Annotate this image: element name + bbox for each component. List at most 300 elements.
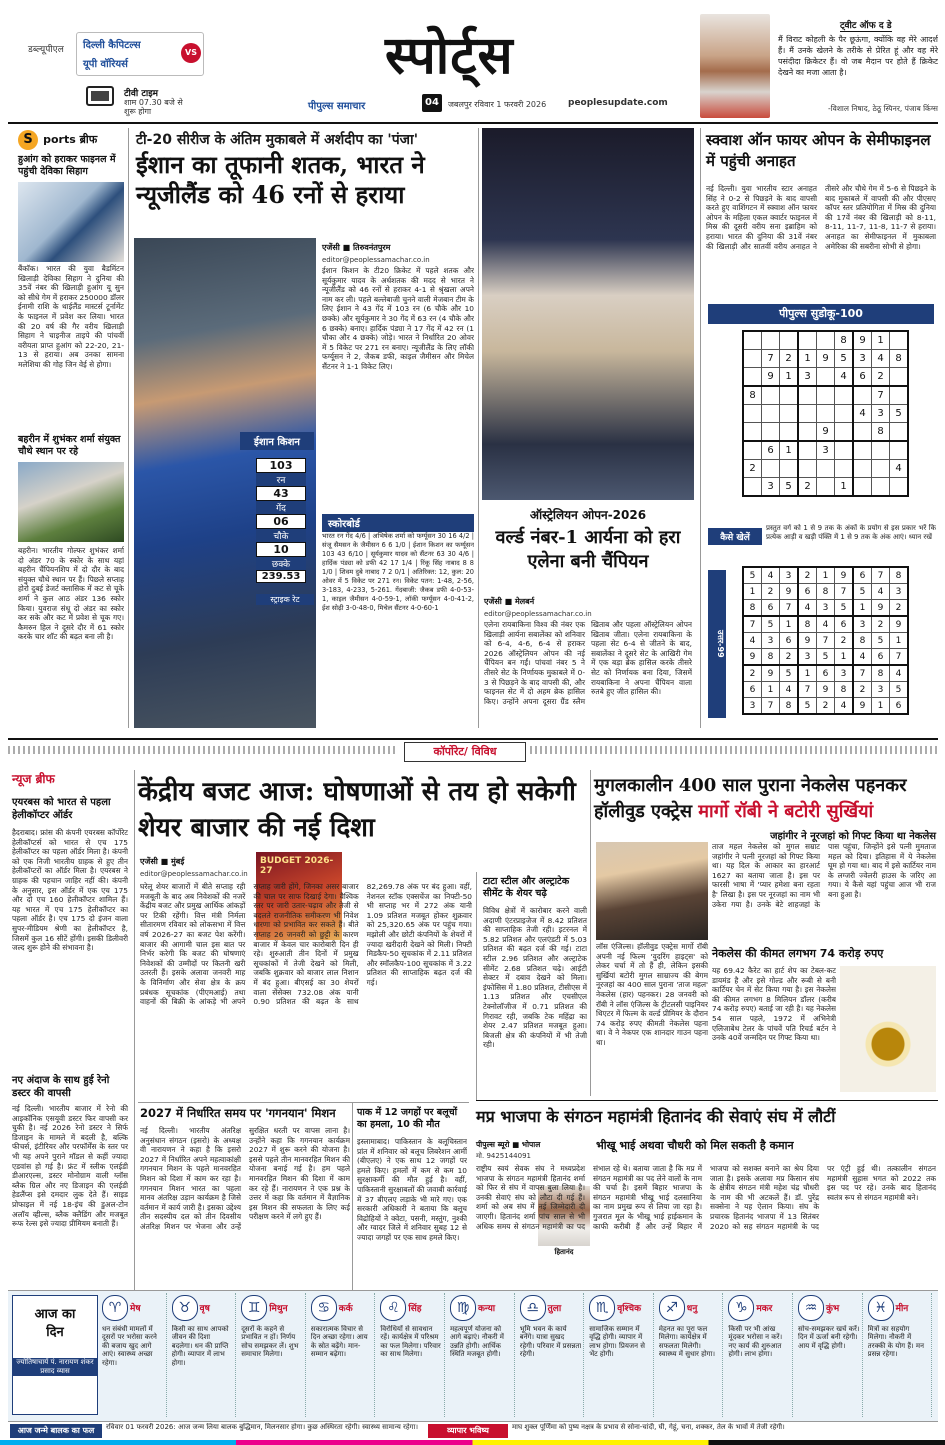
zodiac-text: दूसरों के कहने से प्रभावित न हों। निर्णय सोच समझकर लें। शुभ समाचार मिलेगा। [241, 1325, 299, 1359]
sports-brief [12, 128, 124, 728]
sudoku-answer-cell: 3 [762, 633, 780, 649]
zodiac-glyph-icon: ♑ [728, 1295, 754, 1321]
sudoku-cell [890, 386, 909, 405]
sudoku-row [743, 405, 908, 423]
section-ornament [8, 746, 398, 754]
sudoku-answer-row [743, 567, 908, 584]
sudoku-cell [817, 460, 835, 478]
horoscope-signs [100, 1293, 936, 1419]
sudoku-answer-cell: 3 [780, 567, 799, 584]
brief-s-badge: S [18, 130, 38, 150]
sudoku-answer-cell: 8 [798, 616, 817, 633]
zodiac-sign [309, 1293, 376, 1417]
section-label: कॉर्पोरेट/ विविध [404, 742, 526, 762]
sudoku-cell [853, 478, 872, 497]
margot-body-1: लॉस एंजिल्स। हॉलीवुड एक्ट्रेस मार्गो रॉबी अपनी नई फिल्म 'वुदरिंग हाइट्स' को लेकर चर्चा में तो हैं ही, लेकिन इसकी सुर्खियां बटोरी मुगल साम्राज्य की बेगम नूरजहां का 400 साल पुराना 'ताज महल' नेकलेस (हार) पहनकर। 28 जनवरी को रॉबी ने लॉस एंजिल्स के ट्रीटलसी पाइनियर थिएटर में फिल्म के वर्ल्ड प्रीमियर के दौरान 74 करोड़ रुपए कीमती नेकलेस पहना था। वे ने नेकपर एक शानदार गाउन पहना था। [596, 942, 708, 1047]
team1-name: दिल्ली कैपिटल्स [83, 40, 141, 51]
sudoku-cell: 4 [853, 405, 872, 423]
zodiac-name: मेष [130, 1304, 141, 1314]
gaganyaan-body: नई दिल्ली। भारतीय अंतरिक्ष अनुसंधान संगठन (इसरो) के अध्यक्ष वी नारायणन ने कहा है कि इसरो 2027 में निर्धारित अपने महत्वाकांक्षी गगनयान मिशन के पहले मानवरहित मिशन को दिशा में काम कर रहा है। गगनयान मिशन भारत का पहला मानव अंतरिक्ष उड़ान कार्यक्रम है जिसे वर्तमान में कार्य जारी है। इसका उद्देश्य तीन सदस्यीय दल को तीन दिवसीय अंतरिक्ष मिशन पर भेजना और उन्हें सुरक्षित धरती पर वापस लाना है। उन्होंने कहा कि गगनयान कार्यक्रम 2027 में शुरू करने की योजना है। इससे पहले तीन मानवरहित मिशन की योजना बनाई गई है। हम पहले मानवरहित मिशन की दिशा में काम कर रहे हैं। नारायणन ने एक प्रश्न के उत्तर में कहा कि वर्तमान में वैज्ञानिक इस मिशन की सफलता के लिए कई परीक्षण करने में लगे हुए हैं। [140, 1126, 350, 1231]
budget-byline: एजेंसी ■ मुंबई [140, 857, 185, 866]
sudoku-cell: 4 [872, 350, 890, 368]
sudoku-answer-cell: 1 [762, 682, 780, 698]
zodiac-name: कन्या [478, 1304, 496, 1314]
page-number: 04 [422, 94, 442, 112]
sudoku-answer-cell: 8 [780, 698, 799, 715]
sudoku-answer-cell: 5 [890, 682, 909, 698]
zodiac-sign [448, 1293, 515, 1417]
necklace-photo [840, 966, 936, 1092]
sudoku-answer-cell: 5 [835, 600, 854, 617]
sudoku-cell [835, 386, 854, 405]
sudoku-cell [798, 386, 817, 405]
sudoku-cell: 6 [853, 368, 872, 387]
sudoku-cell [743, 350, 762, 368]
stat-balls: 43 [256, 486, 306, 501]
sudoku-answer-cell: 4 [890, 665, 909, 682]
sudoku-cell: 9 [853, 331, 872, 350]
zodiac-glyph-icon: ♍ [450, 1295, 476, 1321]
sudoku-row [743, 350, 908, 368]
sudoku-answer-cell: 5 [798, 698, 817, 715]
zodiac-sign [866, 1293, 933, 1417]
margot-price-body: यह 69.42 कैरेट का हार्ट शेप का टेबल-कट डायमंड है और इसे गोल्ड और रूबी से बनी कार्टियर चेन में सेट किया गया है। इस नेकलेस की कीमत लगभग 8 मिलियन डॉलर (करीब 74 करोड़ रुपए) बताई जा रही है। यह नेकलेस 54 साल पहले, 1972 में अभिनेत्री एलिजाबेथ टेलर के पांचवें पति रिचर्ड बर्टन ने उनके 40वें जन्मदिन पर गिफ्ट किया था। [712, 966, 836, 1043]
sudoku-cell: 3 [817, 441, 835, 460]
sudoku-answer-cell: 9 [762, 665, 780, 682]
sudoku-answer-cell: 5 [780, 665, 799, 682]
tennis-caption: ऑस्ट्रेलियन ओपन-2026 [529, 508, 647, 522]
sudoku-answer-cell: 7 [890, 649, 909, 666]
astrologer-name: ज्योतिषाचार्य पं. नारायण शंकर प्रसाद व्यास [13, 1358, 97, 1376]
gaganyaan-rule [138, 1102, 352, 1103]
sudoku-answer-cell: 3 [890, 584, 909, 600]
news-brief-label: न्यूज ब्रीफ [12, 772, 55, 786]
sudoku-answer-cell: 4 [835, 698, 854, 715]
sudoku-cell [872, 441, 890, 460]
sudoku-answer-cell: 1 [835, 649, 854, 666]
sudoku-answer-row [743, 665, 908, 682]
birthday-text: रविवार 01 फरवरी 2026: आज जन्म लिया बालक बुद्धिमान, मिलनसार होगा। कुछ अस्थिरता रहेगी। स्वास्थ्य सामान्य रहेगा। [106, 1423, 419, 1431]
margot-headline-2 [594, 800, 938, 824]
sudoku-cell [780, 405, 799, 423]
sudoku-cell [762, 423, 780, 442]
team2-name: यूपी वॉरियर्स [83, 59, 128, 70]
sudoku-answer-cell: 4 [853, 649, 872, 666]
business-text: माघ शुक्ल पूर्णिमा को पुष्य नक्षत्र के प्रभाव से सोना-चांदी, घी, गेहूं, चना, शक्कर, तेल के भावों में तेजी रहेगी। [512, 1423, 785, 1431]
brief-logo-text: ports ब्रीफ [43, 133, 98, 146]
col-divider-4 [134, 770, 135, 1380]
horoscope-label-top: आज का [34, 1307, 76, 1322]
sudoku-answer-cell: 7 [743, 616, 762, 633]
zodiac-glyph-icon: ♉ [172, 1295, 198, 1321]
sudoku-cell: 9 [817, 350, 835, 368]
footer [8, 1422, 938, 1440]
sudoku-cell [853, 460, 872, 478]
sudoku-answer-cell: 2 [890, 600, 909, 617]
sudoku-cell [835, 405, 854, 423]
zodiac-sign [657, 1293, 724, 1417]
scoreboard-label: स्कोरबोर्ड [322, 514, 474, 532]
zodiac-glyph-icon: ♋ [311, 1295, 337, 1321]
sudoku-answer-cell: 6 [798, 584, 817, 600]
sudoku-answer-cell: 6 [853, 567, 872, 584]
cricket-headline: ईशान का तूफानी शतक, भारत ने न्यूजीलैंड को 46 रनों से हराया [136, 150, 425, 209]
stat-sixes-label: छक्के [256, 557, 306, 570]
sudoku-cell [780, 423, 799, 442]
stat-sixes: 10 [256, 542, 306, 557]
col-divider-2 [478, 128, 479, 728]
zodiac-text: मेहनत का पूरा फल मिलेगा। कार्यक्षेत्र में सफलता मिलेगी। स्वास्थ्य में सुधार होगा। [658, 1325, 716, 1359]
squash-body: नई दिल्ली। युवा भारतीय स्टार अनाहत सिंह ने 0-2 से पिछड़ने के बाद वापसी करते हुए वाशिंगटन में स्क्वाश ऑन फायर ओपन के महिला एकल क्वार्टर फाइनल में मिस्र की दूसरी वरीय सना इब्राहिम को हराया। भारत की दुनिया की 31वें नंबर की खिलाड़ी और सातवीं वरीय अनाहत ने तीसरे और चौथे गेम में 5-6 से पिछड़ने के बाद मुकाबले में वापसी की और पीएसए कॉपर स्तर प्रतियोगिता में मिस्र की दुनिया की 17वें नंबर की खिलाड़ी को 8-11, 8-11, 11-7, 11-8, 11-7 से हराया। अनाहत का सेमीफाइनल में मुकाबला अमेरिका की सबरीना सोभी से होगा। [706, 184, 936, 251]
paper-name: पीपुल्स समाचार [308, 101, 366, 112]
sudoku-answer-cell: 2 [835, 633, 854, 649]
sudoku-cell [853, 441, 872, 460]
sudoku-answer-row [743, 616, 908, 633]
zodiac-name: वृष [199, 1304, 210, 1314]
sudoku-answer-cell: 2 [762, 584, 780, 600]
horoscope-label-bottom: दिन [46, 1325, 64, 1340]
sudoku-answer-row [743, 633, 908, 649]
sudoku-answer-cell: 7 [762, 698, 780, 715]
sudoku-cell: 8 [743, 386, 762, 405]
sudoku-cell: 3 [798, 368, 817, 387]
margot-headline-2b: मार्गो रॉबी ने बटोरी सुर्खियां [698, 801, 874, 822]
vs-badge: VS [181, 43, 201, 63]
zodiac-name: तुला [547, 1304, 562, 1314]
sudoku-answer-cell: 1 [853, 600, 872, 617]
zodiac-name: मिथुन [269, 1304, 288, 1314]
zodiac-text: सकारात्मक विचार से दिन अच्छा रहेगा। आय के स्रोत बढ़ेंगे। मान-सम्मान बढ़ेगा। [310, 1325, 368, 1359]
bjp-sub: भीखू भाई अथवा चौधरी को मिल सकती है कमान [596, 1139, 794, 1152]
sudoku-cell: 5 [890, 405, 909, 423]
sudoku-answer-cell: 1 [817, 567, 835, 584]
sudoku-answer-cell: 9 [853, 698, 872, 715]
sudoku-answer-cell: 6 [743, 682, 762, 698]
sudoku-answer-cell: 9 [798, 633, 817, 649]
stat-strike-rate: 239.53 [256, 570, 306, 583]
sudoku-row [743, 368, 908, 387]
sudoku-cell: 2 [798, 478, 817, 497]
sudoku-cell [817, 478, 835, 497]
tv-time-value: शाम 07.30 बजे से शुरू होगा [124, 98, 183, 116]
sudoku-answer-cell: 2 [817, 698, 835, 715]
sudoku-answer-cell: 7 [798, 682, 817, 698]
sudoku-answer-cell: 6 [872, 649, 890, 666]
sudoku-cell [743, 441, 762, 460]
sudoku-cell [817, 386, 835, 405]
sudoku-answer-cell: 4 [762, 567, 780, 584]
sudoku-cell [798, 331, 817, 350]
sudoku-answer-cell: 7 [853, 665, 872, 682]
sudoku-cell: 8 [890, 350, 909, 368]
sudoku-answer-cell: 1 [780, 616, 799, 633]
sudoku-answer-cell: 7 [835, 584, 854, 600]
how-to-play-text: प्रस्तुत वर्ग को 1 से 9 तक के अंकों के प्रयोग से इस प्रकार भरें कि प्रत्येक आड़ी व खड़ी पंक्ति में 1 से 9 तक के अंक आएं। ध्यान रखें [766, 524, 936, 541]
sudoku-cell: 3 [762, 478, 780, 497]
zodiac-name: कर्क [338, 1304, 353, 1314]
sudoku-answer-cell: 2 [743, 665, 762, 682]
zodiac-sign [239, 1293, 306, 1417]
hitanand-caption: हितानंद [554, 1248, 574, 1256]
tata-body: विविध क्षेत्रों में कारोबार करने वाली अदाणी एंटरप्राइजेज में 8.42 प्रतिशत की साप्ताहिक तेजी रही। इटरनल में 5.82 प्रतिशत और एलएंडटी में 5.03 प्रतिशत की बढ़त दर्ज की गई। टाटा स्टील 2.96 प्रतिशत और अल्ट्राटेक सीमेंट 2.68 प्रतिशत चढ़े। आईटी सेक्टर में दबाव देखने को मिला। इंफोसिस में 1.80 प्रतिशत, टीसीएस में 1.13 प्रतिशत और एचसीएल टेक्नोलॉजीज में 0.71 प्रतिशत की गिरावट रही, जबकि टेक महिंद्रा का शेयर 2.47 प्रतिशत मजबूत हुआ। बिजली क्षेत्र की कंपनियों में भी तेजी रही। [483, 906, 587, 1050]
sudoku-cell [762, 386, 780, 405]
sudoku-answer-cell: 8 [762, 649, 780, 666]
sudoku-answer-cell: 3 [835, 665, 854, 682]
birthday-label: आज जन्मे बालक का फल [10, 1424, 102, 1438]
zodiac-sign [726, 1293, 793, 1417]
sudoku-answer-cell: 8 [835, 682, 854, 698]
sudoku-cell: 7 [762, 350, 780, 368]
sudoku-answer-cell: 1 [872, 698, 890, 715]
sudoku-answer-cell: 4 [743, 633, 762, 649]
zodiac-glyph-icon: ♈ [102, 1295, 128, 1321]
golf-photo [18, 462, 124, 542]
dateline: जबलपुर रविवार 1 फरवरी 2026 [448, 100, 547, 109]
zodiac-glyph-icon: ♌ [380, 1295, 406, 1321]
sudoku-answer-cell: 8 [743, 600, 762, 617]
sudoku-answer-row [743, 649, 908, 666]
sudoku-answer-cell: 4 [817, 616, 835, 633]
sudoku-answer-cell: 5 [853, 584, 872, 600]
sudoku-answer-cell: 4 [872, 584, 890, 600]
pak-headline: पाक में 12 जगहों पर बलूचों का हमला, 10 की मौत [357, 1107, 458, 1130]
sudoku-answer-cell: 6 [762, 600, 780, 617]
sudoku-answer-cell: 3 [798, 649, 817, 666]
website: peoplesupdate.com [568, 98, 668, 108]
sudoku-cell [853, 386, 872, 405]
col-divider-3 [700, 128, 701, 728]
sudoku-answer-cell: 5 [872, 633, 890, 649]
stat-runs: 103 [256, 458, 306, 473]
sudoku-cell [890, 331, 909, 350]
sudoku-row [743, 460, 908, 478]
masthead [0, 0, 945, 122]
sudoku-answer-cell: 3 [853, 616, 872, 633]
zodiac-sign [100, 1293, 167, 1417]
bjp-mobile: मो. 9425144091 [476, 1152, 531, 1160]
sudoku-cell [817, 331, 835, 350]
sudoku-cell: 4 [890, 460, 909, 478]
scoreboard-body: भारत रन गेंद 4/6 | अभिषेक शर्मा को फर्ग्यूसन 30 16 4/2 | संजू सैमसन के जैमीसन 6 6 1/0 | ईशान किशन का फर्ग्यूसन 103 43 6/10 | सूर्यकुमार यादव को सैंटनर 63 30 4/6 | हार्दिक पंड्या को डफी 42 17 1/4 | रिंकू सिंह नाबाद 8 8 1/0 | शिवम दुबे नाबाद 7 2 0/1 | अतिरिक्त: 12, कुल: 20 ओवर में 5 विकेट पर 271 रन। विकेट पतन: 1-48, 2-56, 3-183, 4-233, 5-261. गेंदबाजी: जैकब डफी 4-0-53-1, काइल जैमीसन 4-0-59-1, लॉकी फर्ग्यूसन 4-0-41-2, ईश सोढ़ी 3-0-48-0, मिचेल सैंटनर 4-0-60-1 [322, 532, 474, 612]
sudoku-cell [743, 478, 762, 497]
sudoku-cell [890, 478, 909, 497]
sudoku-answer-cell: 5 [743, 567, 762, 584]
sudoku-cell [762, 405, 780, 423]
print-color-bar [0, 1440, 945, 1445]
sudoku-answer-cell: 4 [798, 600, 817, 617]
sudoku-cell [817, 405, 835, 423]
section-bar [8, 738, 938, 762]
sudoku-answer-cell: 1 [743, 584, 762, 600]
sudoku-answer-cell: 9 [835, 567, 854, 584]
sudoku-cell: 2 [780, 350, 799, 368]
sudoku-cell [835, 460, 854, 478]
sudoku-cell: 3 [872, 405, 890, 423]
tweet-author-photo [700, 14, 770, 118]
zodiac-glyph-icon: ♎ [520, 1295, 546, 1321]
margot-body-2: ताज महल नेकलेस को मुगल सम्राट जहांगीर ने पत्नी नूरजहां को गिफ्ट किया था। यह दिल के आकार का हारआर्ट 1627 का बताया जाता है। इस पर फारसी भाषा में 'प्यार हमेशा बना रहता है' लिखा है। इस पर नूरजहां का नाम भी उकेरा गया है। उनके बेटे शाहजहां के पास पहुंचा, जिन्होंने इसे पत्नी मुमताज महल को दिया। इतिहास में ये नेकलेस घूम हो गया था। बाद में इसे कार्टियर नाम के लग्जरी ज्वेलरी हाउस के जरिए आ गया। ये कैसे यहां पहुंचा आज भी राज बना हुआ है। [712, 842, 936, 909]
sudoku-cell [743, 405, 762, 423]
sudoku-cell: 2 [872, 368, 890, 387]
sudoku-answer-cell: 1 [798, 665, 817, 682]
tweet-label: ट्वीट ऑफ द डे [840, 18, 892, 32]
sudoku-cell [798, 460, 817, 478]
sudoku-row [743, 441, 908, 460]
stat-strike-rate-label: स्ट्राइक रेट [256, 594, 314, 605]
wpl-teams-box [76, 32, 204, 76]
tennis-email: editor@peoplessamachar.co.in [484, 610, 592, 618]
sudoku-answer-cell: 6 [835, 616, 854, 633]
tennis-photo [482, 128, 694, 500]
sudoku-grid [742, 330, 909, 497]
sudoku-answer-cell: 1 [890, 633, 909, 649]
business-label: व्यापार भविष्य [428, 1424, 508, 1438]
news-head-1: एयरबस को भारत से पहला हेलीकॉप्टर ऑर्डर [12, 797, 111, 821]
news-head-2: नए अंदाज के साथ हुई रेनो डस्टर की वापसी [12, 1075, 110, 1099]
margot-headline-1: मुगलकालीन 400 साल पुराना नेकलेस पहनकर [594, 775, 907, 796]
zodiac-name: मकर [756, 1304, 773, 1314]
sudoku-row [743, 478, 908, 497]
sudoku-answer-cell: 8 [872, 665, 890, 682]
tweet-text: मैं विराट कोहली के पैर छूऊंगा, क्योंकि वह मेरे आदर्श हैं। मैं उनके खेलने के तरीके से प्रेरित हूं और वह मेरे पसंदीदा क्रिकेटर हैं। वो जब मैदान पर होते हैं क्रिकेट देखने का मजा आता है। [778, 35, 938, 77]
stat-fours-label: चौके [256, 529, 306, 542]
sudoku-cell [853, 423, 872, 442]
zodiac-text: भूमि भवन के कार्य बनेंगे। यात्रा सुखद रहेगी। परिवार में प्रसन्नता रहेगी। [519, 1325, 582, 1359]
budget-body: घरेलू शेयर बाजारों में बीते सप्ताह रही मजबूती के बाद अब निवेशकों की नजरें केंद्रीय बजट और प्रमुख आर्थिक आंकड़ों पर टिकी रहेंगी। वित्त मंत्री निर्मला सीतारमण रविवार को लोकसभा में वित्त वर्ष 2026-27 का बजट पेश करेंगी। बाजार की आगामी चाल इस बात पर निर्भर करेगी कि बजट की घोषणाएं निवेशकों की उम्मीदों पर कितनी खरी उतरती हैं। इसके अलावा जनवरी माह के विनिर्माण और सेवा क्षेत्र के क्रय प्रबंधक सूचकांक (पीएमआई) तथा वाहनों की बिक्री के आंकड़े भी अपने सप्ताह जारी होंगे, जिनका असर बाजार की चाल पर साफ दिखाई देगा। वैश्विक स्तर पर जारी उतार-चढ़ाव और तेजी से बदलते राजनीतिक समीकरण भी निवेश धारणा को प्रभावित कर सकते हैं। बीते सप्ताह 26 जनवरी को छुट्टी के कारण बाजार में केवल चार कारोबारी दिन ही रहे। शुरुआती तीन दिनों में प्रमुख सूचकांकों में तेजी देखने को मिली, जबकि शुक्रवार को बाजार लाल निशान में बंद हुआ। बीएसई का 30 शेयरों वाला सेंसेक्स 732.08 अंक यानी 0.90 प्रतिशत की बढ़त के साथ 82,269.78 अंक पर बंद हुआ। वहीं, नेशनल स्टॉक एक्सचेंज का निफ्टी-50 भी सप्ताह भर में 272 अंक यानी 1.09 प्रतिशत मजबूत होकर शुक्रवार को 25,320.65 अंक पर पहुंच गया। मझोली और छोटी कंपनियों के शेयरों में ज्यादा खरीदारी देखने को मिली। निफ्टी मिडकैप-50 सूचकांक में 2.11 प्रतिशत और स्मॉलकैप-100 सूचकांक में 3.22 प्रतिशत की साप्ताहिक बढ़त दर्ज की गई। [140, 882, 472, 1007]
sudoku-cell [743, 368, 762, 387]
wpl-label: डब्ल्यूपीएल [28, 45, 64, 55]
sudoku-answer-cell: 5 [817, 649, 835, 666]
sudoku-answer-cell: 9 [890, 616, 909, 633]
zodiac-text: मित्रों का सहयोग मिलेगा। नौकरी में तरक्की के योग हैं। मन प्रसन्न रहेगा। [867, 1325, 924, 1359]
section-title: स्पोर्ट्स [385, 25, 514, 86]
tv-icon [86, 86, 114, 106]
sudoku-cell [798, 423, 817, 442]
bjp-rule [476, 1100, 938, 1101]
sudoku-title [708, 304, 934, 324]
sudoku-cell: 3 [853, 350, 872, 368]
sudoku-answer-row [743, 584, 908, 600]
sudoku-answer-grid [742, 566, 909, 715]
zodiac-text: किसी पर भी आंख मूंदकर भरोसा न करें। नए कार्य की शुरुआत होगी। लाभ होगा। [728, 1325, 783, 1359]
sudoku-answer-cell: 2 [853, 682, 872, 698]
sudoku-cell: 9 [762, 368, 780, 387]
bjp-byline: पीपुल्स ब्यूरो ■ भोपाल [476, 1140, 541, 1149]
bjp-body: राष्ट्रीय स्वयं सेवक संघ ने मध्यप्रदेश भाजपा के संगठन महामंत्री हितानंद शर्मा को फिर से संघ में वापस बुला लिया है। उनकी सेवाएं संघ को लौटा दी गई हैं। शर्मा को अब संघ में नई जिम्मेदारी दी जाएगी। हितानंद शर्मा पांच साल से भी अधिक समय से संगठन महामंत्री का पद संभाल रहे थे। बताया जाता है कि मप्र में संगठन महामंत्री का पद लेने वालों के नाम की चर्चा है। इसमें बिहार भाजपा के संगठन महामंत्री भीखू भाई दलसानिया का नाम प्रमुख रूप से लिया जा रहा है। गुजरात मूल के भीखू भाई हाईकमान के काफी करीबी हैं और उन्हें बिहार में भाजपा को सशक्त बनाने का श्रेय दिया जाता है। इसके अलावा मप्र किसान संघ के क्षेत्रीय संगठन मंत्री महेश चंद्र चौधरी के नाम की भी अटकलें हैं। डॉ. पुरेंद्र सक्सेना ने यह ऐलान किया। संघ के प्रचारक हितानंद भाजपा में 13 सितंबर 2020 को सह संगठन महामंत्री के पद पर एंट्री हुई थी। तत्कालीन संगठन महामंत्री सुहास भगत को 2022 तक इस पद पर रहे। उनके बाद हितानंद स्वतंत्र रूप से संगठन महामंत्री बने। [476, 1164, 936, 1231]
zodiac-sign [796, 1293, 863, 1417]
sudoku-answer-cell: 3 [743, 698, 762, 715]
zodiac-text: धन संबंधी मामलों में दूसरों पर भरोसा करने की बजाय खुद आगे आएं। स्वास्थ्य अच्छा रहेगा। [102, 1325, 157, 1367]
sudoku-cell: 2 [743, 460, 762, 478]
stat-balls-label: गेंद [256, 501, 306, 514]
sudoku-title-text: पीपुल्स सुडोकू-100 [779, 307, 863, 320]
sudoku-answer-row [743, 682, 908, 698]
sudoku-answer-cell: 6 [890, 698, 909, 715]
tata-headline: टाटा स्टील और अल्ट्राटेक सीमेंट के शेयर चढ़े [483, 876, 570, 899]
sudoku-cell: 7 [872, 386, 890, 405]
sudoku-answer-row [743, 698, 908, 715]
sudoku-answer-cell: 8 [853, 633, 872, 649]
margot-price-head: नेकलेस की कीमत लगभग 74 करोड़ रुपए [712, 947, 884, 960]
zodiac-sign [170, 1293, 237, 1417]
sudoku-cell: 1 [835, 478, 854, 497]
sudoku-cell [835, 423, 854, 442]
news-body-2: नई दिल्ली। भारतीय बाजार में रेनो की आइकॉनिक एसयूवी डस्टर फिर वापसी कर चुकी है। नई 2026 रेनो डस्टर ने सिर्फ डिजाइन के मामले में बदली है, बल्कि फीचर्स, इंटीरियर और परफॉर्मेंस के स्तर पर भी यह अपने पुराने मॉडल से कहीं ज्यादा एडवांस हो गई है। फ्रंट में स्लीक एलईडी डीआरएल्स, डस्टर मोनोग्राम वाली ग्लॉस ब्लैक ग्रिल और नए डिजाइन की एलईडी हेडलैंप्स इसे दमदार लुक देते हैं। साइड प्रोफाइल में नई 18-इंच की डुअल-टोन अलॉय व्हील्स, ब्लैक क्लैडिंग और मजबूत रूफ रेल्स इसे ज्यादा प्रीमियम बनाती हैं। [12, 1104, 128, 1229]
stat-runs-label: रन [256, 473, 306, 486]
sudoku-cell: 5 [780, 478, 799, 497]
tata-box [476, 872, 589, 1100]
cricket-email: editor@peoplessamachar.co.in [322, 256, 430, 264]
sudoku-cell: 5 [835, 350, 854, 368]
sudoku-cell [780, 460, 799, 478]
zodiac-name: सिंह [408, 1304, 422, 1314]
zodiac-text: विरोधियों से सावधान रहें। कार्यक्षेत्र में परिश्रम का फल मिलेगा। परिवार का साथ मिलेगा। [380, 1325, 441, 1359]
sudoku-cell: 1 [872, 331, 890, 350]
masthead-rule [8, 122, 938, 124]
col-divider-5 [590, 770, 591, 1096]
sudoku-cell [780, 331, 799, 350]
sports-brief-logo [18, 128, 97, 152]
sudoku-answer-cell: 8 [817, 584, 835, 600]
zodiac-text: सोच-समझकर खर्च करें। दिन में ऊर्जा बनी रहेगी। आय में वृद्धि होगी। [798, 1325, 860, 1350]
zodiac-name: कुंभ [826, 1304, 840, 1314]
horoscope-label-box [12, 1295, 98, 1415]
sudoku-row [743, 423, 908, 442]
sudoku-cell [743, 423, 762, 442]
cricket-byline: एजेंसी ■ तिरुवनंतपुरम [322, 243, 391, 252]
sudoku-answer-row [743, 600, 908, 617]
sudoku-answer-cell: 7 [872, 567, 890, 584]
sudoku-answer-cell: 2 [780, 649, 799, 666]
player-name-tag: ईशान किशन [240, 432, 314, 450]
zodiac-text: महत्वपूर्ण योजना को आगे बढ़ाएं। नौकरी में उन्नति होगी। आर्थिक स्थिति मजबूत होगी। [450, 1325, 504, 1359]
tennis-headline: वर्ल्ड नंबर-1 आर्यना को हरा एलेना बनी चैंपियन [495, 527, 681, 572]
brief-body-2: बहरीन। भारतीय गोल्फर शुभंकर शर्मा दो अंडर 70 के स्कोर के साथ यहां बहरीन चैंपियनशिप में दो दौर के बाद संयुक्त चौथे स्थान पर हैं। पिछले सप्ताह होरो दुबई डेजर्ट क्लासिक में कट से चूके शर्मा ने कुल आठ अंडर 136 स्कोर किया। युवराज संधू दो अंडर का स्कोर कर सके और कट में प्रवेश से चूक गए। कैमरुन हिल ने दूसरे दौर में 61 स्कोर करके चार शॉट की बढ़त बना ली है। [18, 546, 124, 642]
budget-photo-title: BUDGET 2026-27 [260, 856, 334, 876]
tennis-body: एलेना रायबाकिना विश्व की नंबर एक खिलाड़ी आर्यना सबालेंका को शनिवार को 6-4, 4-6, 6-4 से हराकर 2026 ऑस्ट्रेलियन ओपन की नई चैंपियन बन गईं। पांचवां नंबर 5 ने तीसरे सेट के निर्णायक मुकाबले में 0-3 से पिछड़ने के बाद वापसी की, और फाइनल सेट में दो अहम ब्रेक हासिल किए। उन्होंने अपना दूसरा ग्रैंड स्लैम खिताब और पहला ऑस्ट्रेलियन ओपन खिताब जीता। एलेना रायबाकिना के पहला सेट 6-4 से जीतने के बाद, सबालेंका ने दूसरे सेट के आखिरी गेम में एक बड़ा ब्रेक हासिल करके तीसरे सेट को निर्णायक बना दिया, जिसमें रायबाकिना ने अपना चैंपियन वाला रुतबे हुए जीत हासिल की। [484, 620, 692, 706]
sudoku-cell: 1 [798, 350, 817, 368]
sudoku-cell [762, 460, 780, 478]
sudoku-cell: 1 [780, 368, 799, 387]
sudoku-cell [798, 405, 817, 423]
zodiac-text: सामाजिक सम्मान में वृद्धि होगी। व्यापार में लाभ होगा। प्रियजन से भेंट होगी। [589, 1325, 645, 1359]
sudoku-row [743, 331, 908, 350]
sudoku-cell [890, 441, 909, 460]
cricket-kicker: टी-20 सीरीज के अंतिम मुकाबले में अर्शदीप का 'पंजा' [136, 132, 418, 148]
zodiac-glyph-icon: ♓ [868, 1295, 894, 1321]
budget-email: editor@peoplessamachar.co.in [140, 870, 248, 878]
sudoku-cell [890, 368, 909, 387]
sudoku-answer-cell: 5 [762, 616, 780, 633]
sudoku-answer-cell: 9 [817, 682, 835, 698]
news-brief [12, 770, 130, 1380]
tennis-byline: एजेंसी ■ मेलबर्न [484, 597, 535, 606]
zodiac-sign [587, 1293, 654, 1417]
bjp-headline: मप्र भाजपा के संगठन महामंत्री हितानंद की सेवाएं संघ में लौटीं [476, 1107, 836, 1126]
brief-body-1: बैंकॉक। भारत की युवा बैडमिंटन खिलाड़ी देविका सिहाग ने दुनिया की 35वें नंबर की खिलाड़ी हुआंग यू सुन को सीधे गेम में हराकर 250000 डॉलर ईनामी राशि के थाईलैंड मास्टर्स टूर्नामेंट के फाइनल में प्रवेश कर लिया। भारत की 20 वर्ष की गैर वरीय खिलाड़ी सिहाग ने चाइनीज ताइपे की पांचवीं वरीयता प्राप्त हुआंग को 22-20, 21-13 से हराया। अब उनका सामना मलेशिया की गोह जिन वेई से होगा। [18, 264, 124, 369]
zodiac-name: मीन [895, 1304, 909, 1314]
sudoku-answer-cell: 2 [798, 567, 817, 584]
zodiac-glyph-icon: ♊ [241, 1295, 267, 1321]
sudoku-answer-cell: 7 [817, 633, 835, 649]
zodiac-glyph-icon: ♒ [798, 1295, 824, 1321]
zodiac-glyph-icon: ♏ [589, 1295, 615, 1321]
sudoku-cell: 9 [817, 423, 835, 442]
sudoku-answer-cell: 2 [872, 616, 890, 633]
sudoku-cell [872, 460, 890, 478]
sudoku-answer-cell: 6 [817, 665, 835, 682]
zodiac-sign [518, 1293, 585, 1417]
